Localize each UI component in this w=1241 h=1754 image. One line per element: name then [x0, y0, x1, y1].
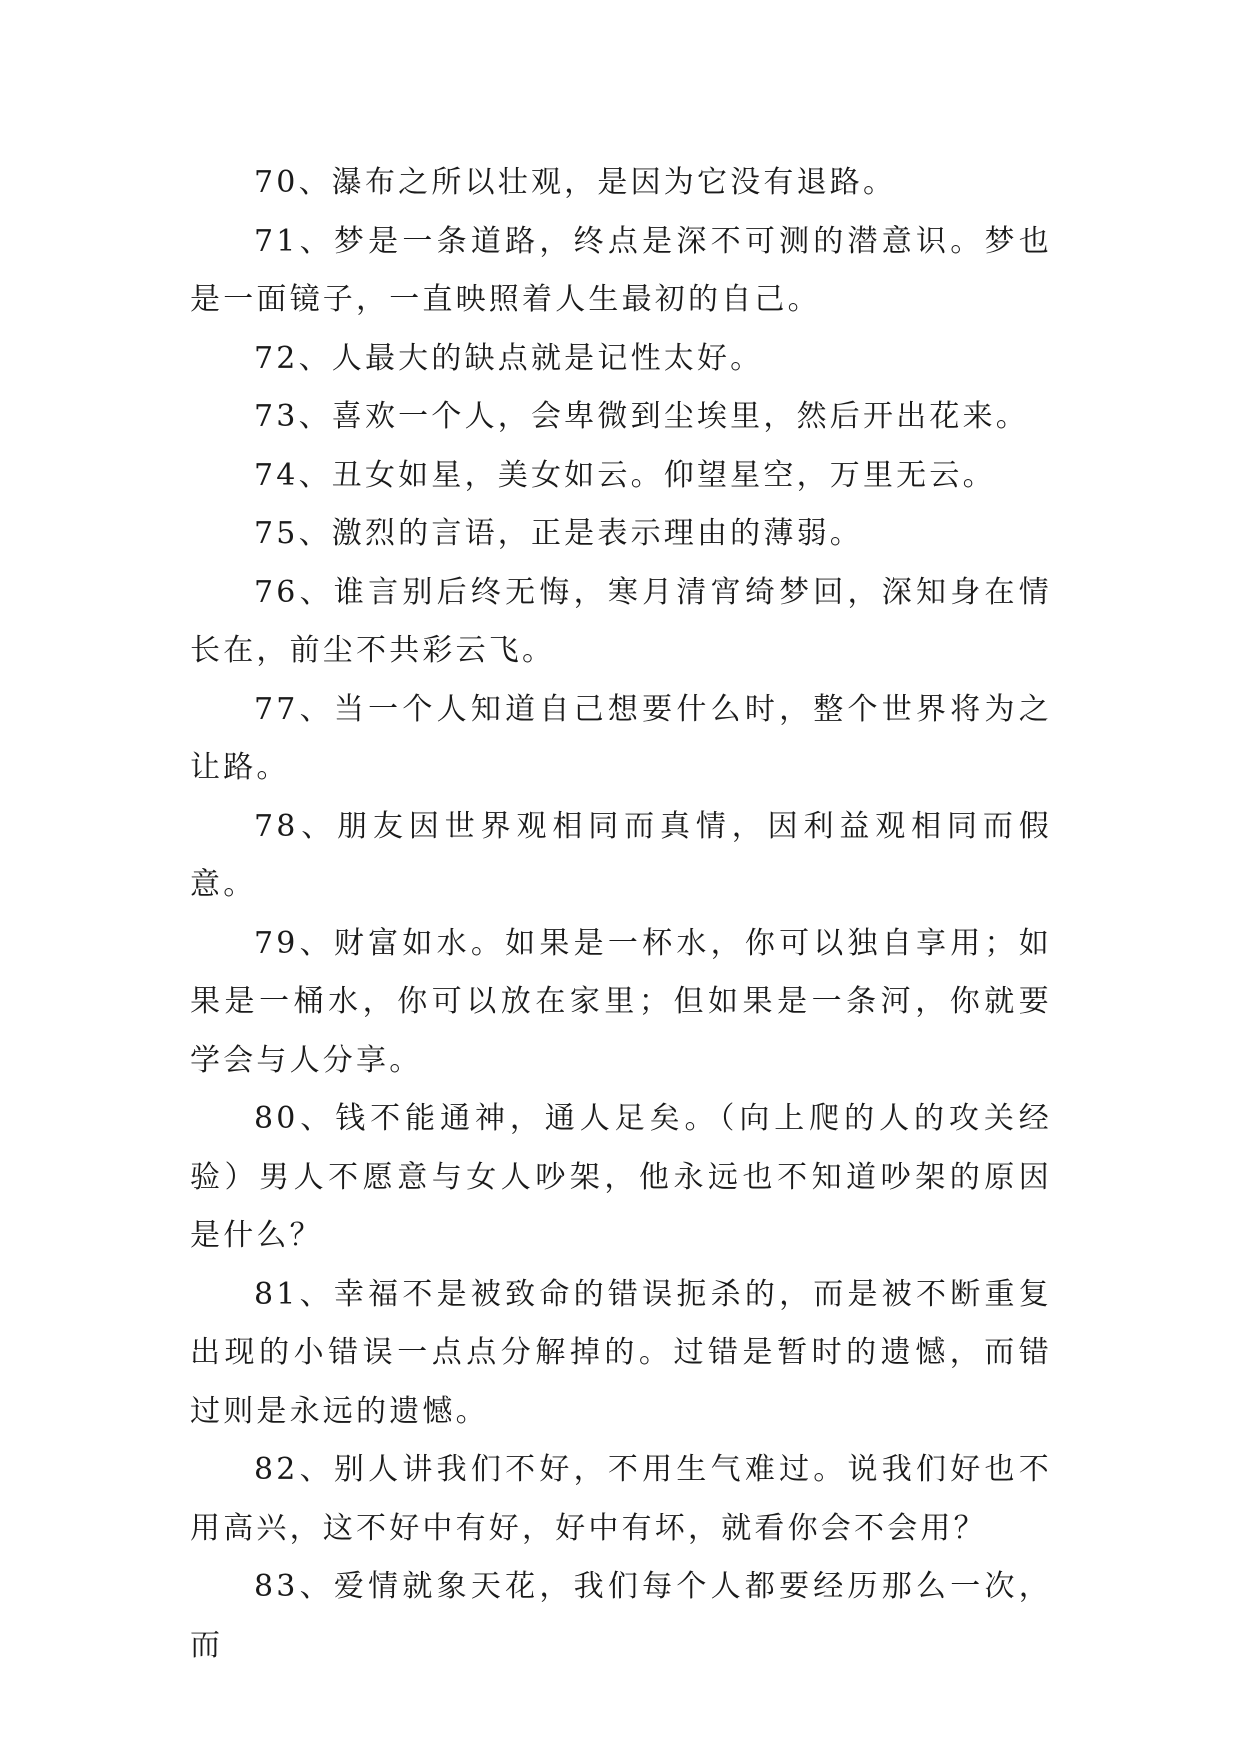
paragraph-76: 76、谁言别后终无悔，寒月清宵绮梦回，深知身在情长在，前尘不共彩云飞。 [190, 574, 1052, 668]
paragraph-82: 82、别人讲我们不好，不用生气难过。说我们好也不用高兴，这不好中有好，好中有坏，就看你会不会用？ [190, 1452, 1052, 1546]
paragraph-79: 79、财富如水。如果是一杯水，你可以独自享用；如果是一桶水，你可以放在家里；但如果是一条河，你就要学会与人分享。 [190, 925, 1052, 1078]
paragraph-74: 74、丑女如星，美女如云。仰望星空，万里无云。 [254, 457, 996, 493]
paragraph-72: 72、人最大的缺点就是记性太好。 [254, 340, 764, 376]
paragraph-73: 73、喜欢一个人，会卑微到尘埃里，然后开出花来。 [254, 399, 1029, 434]
paragraph-70: 70、瀑布之所以壮观，是因为它没有退路。 [254, 165, 897, 200]
paragraph-80: 80、钱不能通神，通人足矣。（向上爬的人的攻关经验）男人不愿意与女人吵架，他永远也不知道吵架的原因是什么？ [190, 1101, 1052, 1253]
paragraph-71: 71、梦是一条道路，终点是深不可测的潜意识。梦也是一面镜子，一直映照着人生最初的自己。 [190, 223, 1052, 317]
paragraph-81: 81、幸福不是被致命的错误扼杀的，而是被不断重复出现的小错误一点点分解掉的。过错是暂时的遗憾，而错过则是永远的遗憾。 [190, 1276, 1052, 1429]
document-body [190, 154, 1052, 1675]
paragraph-75: 75、激烈的言语，正是表示理由的薄弱。 [254, 516, 863, 551]
paragraph-77: 77、当一个人知道自己想要什么时，整个世界将为之让路。 [190, 691, 1052, 785]
paragraph-78: 78、朋友因世界观相同而真情，因利益观相同而假意。 [190, 808, 1052, 902]
paragraph-83: 83、爱情就象天花，我们每个人都要经历那么一次，而 [190, 1569, 1052, 1663]
